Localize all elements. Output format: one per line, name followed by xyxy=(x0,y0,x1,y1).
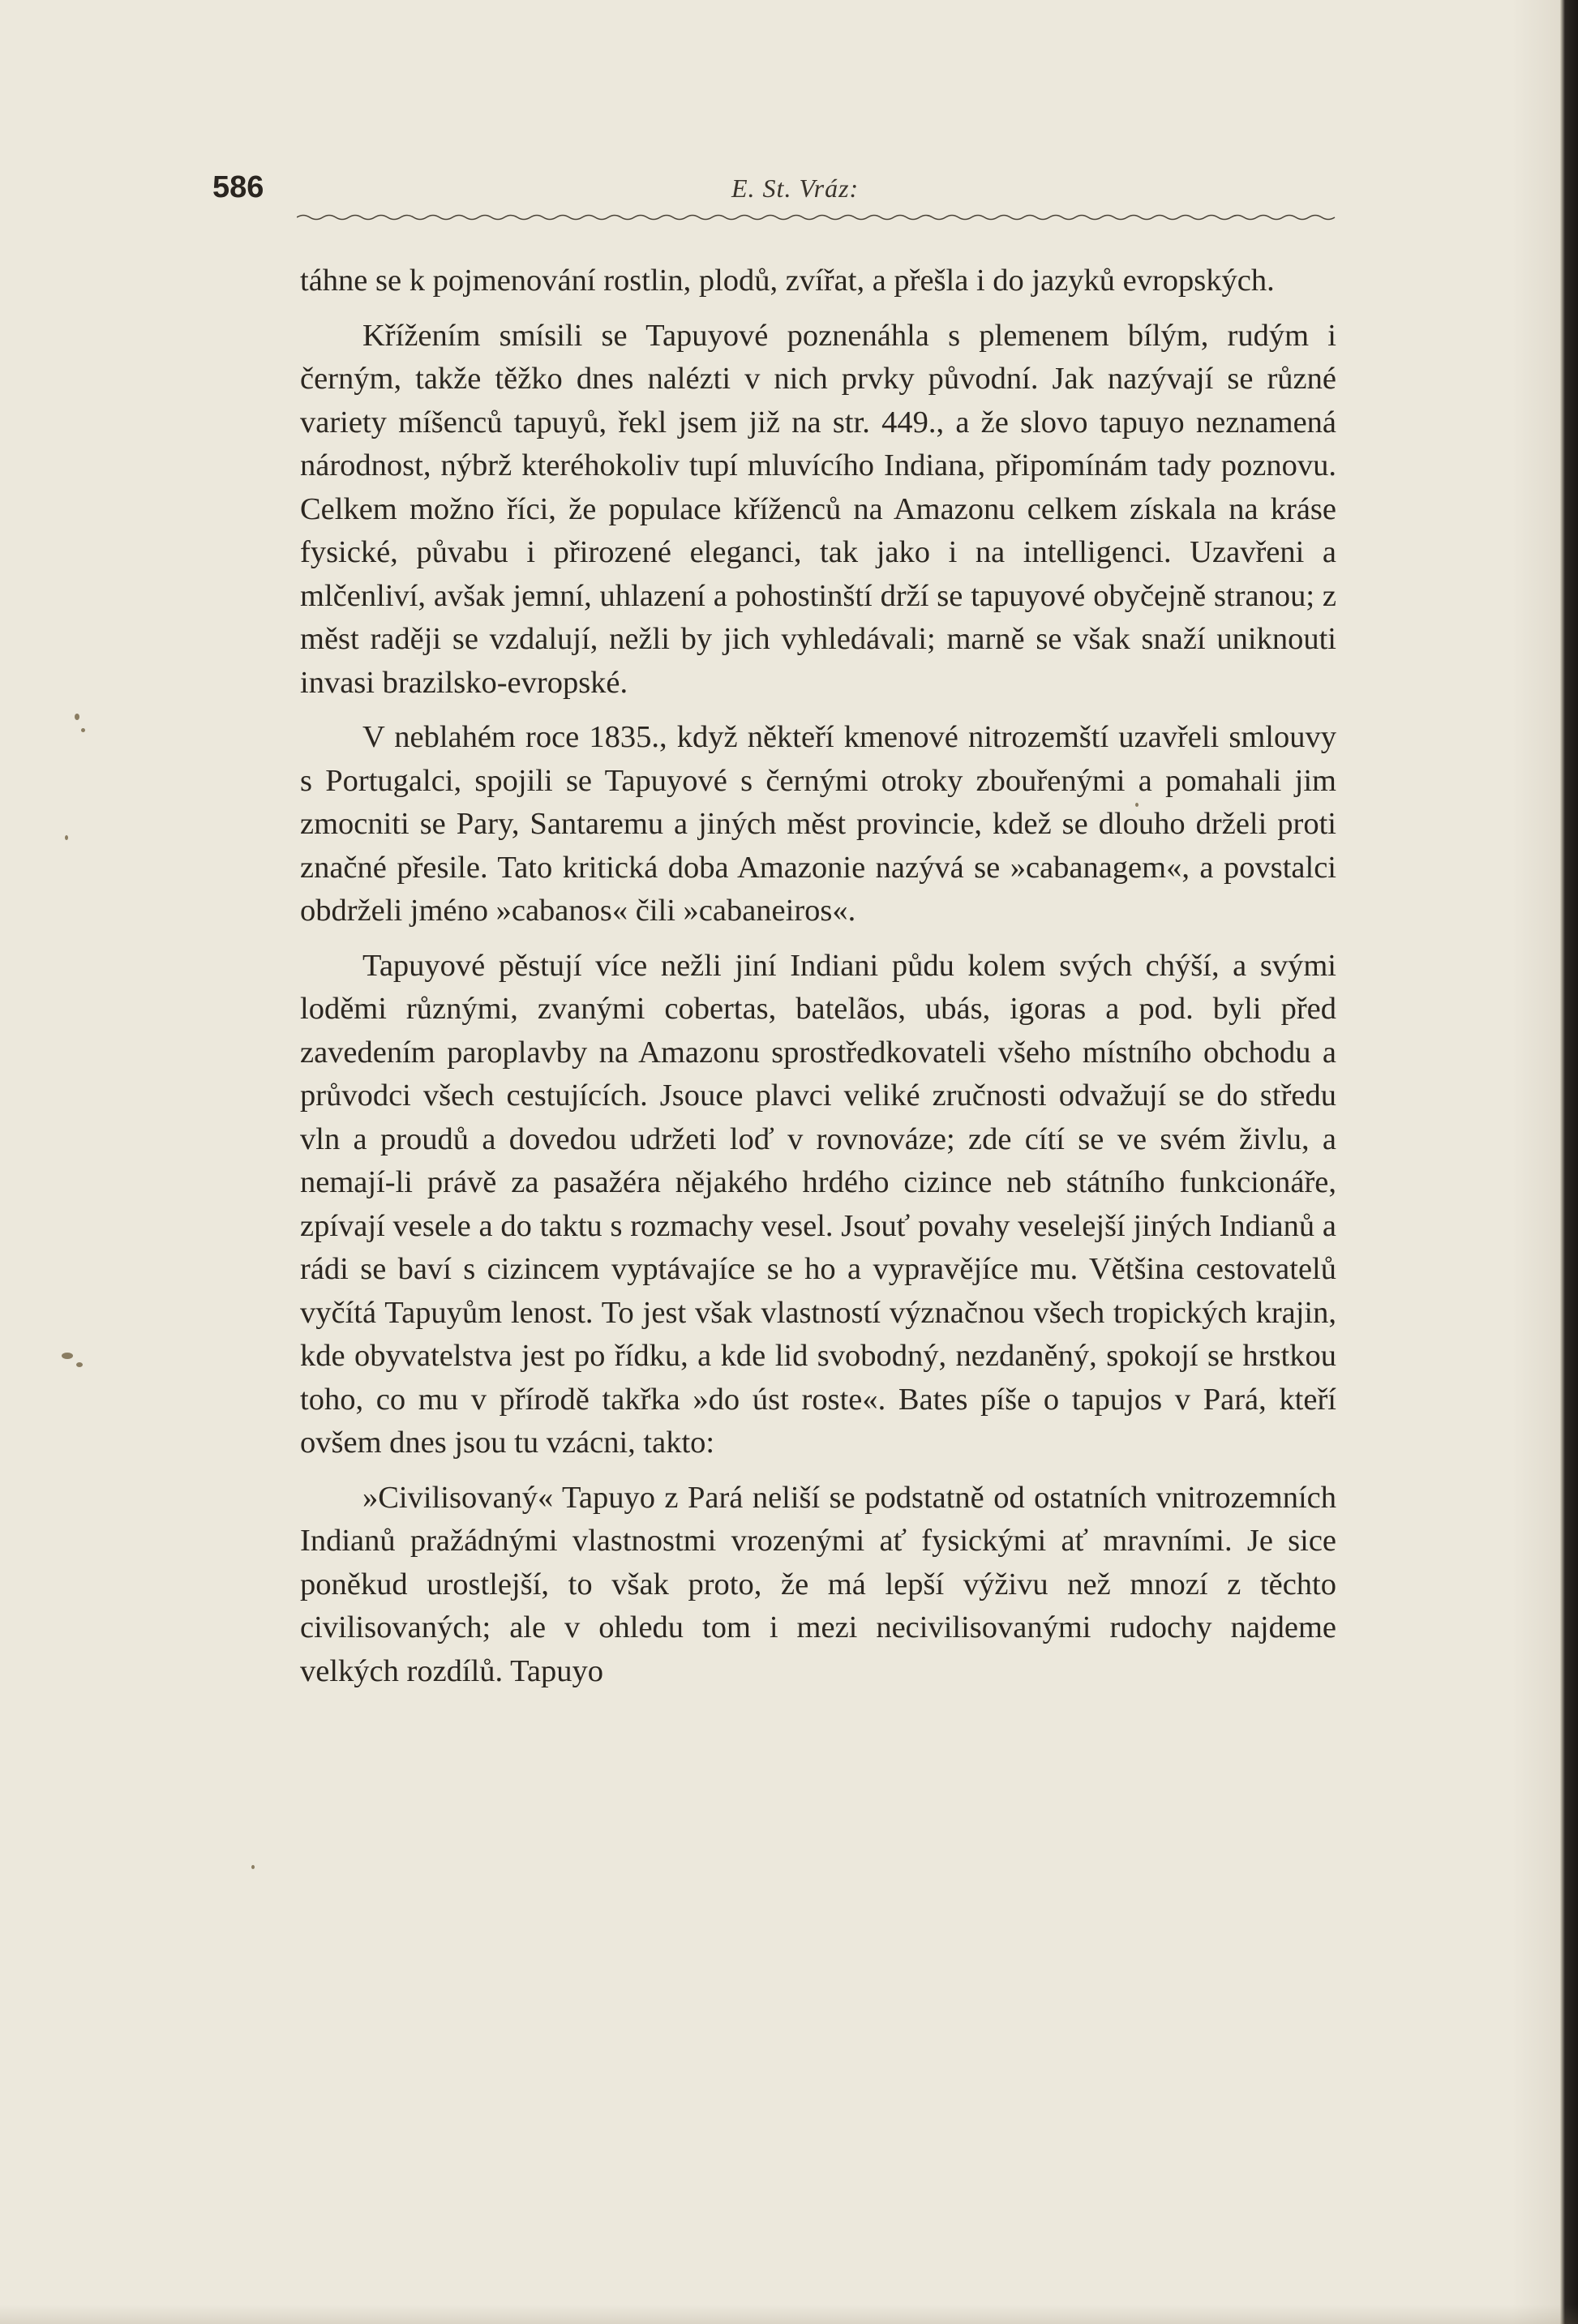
paragraph-4: Tapuyové pěstují více nežli jiní Indiani půdu kolem svých chýší, a svými loděmi různými, zvanými cobertas, batelãos, ubás, igoras a pod. byli před zavedením paroplavby na Amazonu sprostředkovateli všeho místního obchodu a průvodci všech cestujících. Jsouce plavci veliké zručnosti odvažují se do středu vln a proudů a dovedou udržeti loď v rovnováze; zde cítí se ve svém živlu, a nemají-li právě za pasažéra nějakého hrdého cizince neb státního funkcionáře, zpívají vesele a do taktu s rozmachy vesel. Jsouť povahy veselejší jiných Indianů a rádi se baví s cizincem vyptávajíce se ho a vypravějíce mu. Většina cestovatelů vyčítá Tapuyům lenost. To jest však vlastností význačnou všech tropických krajin, kde obyvatelstva jest po řídku, a kde lid svobodný, nezdaněný, spokojí se hrstkou toho, co mu v přírodě takřka »do úst roste«. Bates píše o tapujos v Pará, kteří ovšem dnes jsou tu vzácni, takto: xyxy=(300,948,1336,1460)
running-head: E. St. Vráz: xyxy=(731,174,860,203)
scan-speck xyxy=(1135,803,1138,807)
book-spine-edge xyxy=(1560,0,1578,2324)
paragraph-2: Křížením smísili se Tapuyové poznenáhla s plemenem bílým, rudým i černým, takže těžko dnes nalézti v nich prvky původní. Jak nazývají se různé variety míšenců tapuyů, řekl jsem již na str. 449., a že slovo tapuyo neznamená národnost, nýbrž kteréhokoliv tupí mluvícího Indiana, připomínám tady poznovu. Celkem možno říci, že populace kříženců na Amazonu celkem získala na kráse fysické, půvabu i přirozené eleganci, tak jako i na intelligenci. Uzavřeni a mlčenliví, avšak jemní, uhlazení a pohostinští drží se tapuyové obyčejně stranou; z měst raději se vzdalují, nežli by jich vyhledávali; marně se však snaží uniknouti invasi brazilsko-evropské. xyxy=(300,318,1336,700)
scan-speck xyxy=(62,1353,73,1359)
header-wavy-rule xyxy=(297,212,1340,222)
page-header xyxy=(212,170,1340,219)
scan-speck xyxy=(76,1362,83,1367)
gutter-shadow xyxy=(1512,0,1560,2324)
scan-speck xyxy=(75,714,79,720)
scan-speck xyxy=(81,728,85,732)
bottom-shade xyxy=(0,2305,1578,2324)
body-text xyxy=(300,259,1336,1704)
paragraph-5: »Civilisovaný« Tapuyo z Pará neliší se podstatně od ostatních vnitrozemních Indianů pražádnými vlastnostmi vrozenými ať fysickými ať mravními. Je sice poněkud urostlejší, to však proto, že má lepší výživu než mnozí z těchto civilisovaných; ale v ohledu tom i mezi necivilisovanými rudochy najdeme velkých rozdílů. Tapuyo xyxy=(300,1480,1336,1688)
scan-speck xyxy=(251,1865,255,1869)
paragraph-1: táhne se k pojmenování rostlin, plodů, zvířat, a přešla i do jazyků evropských. xyxy=(300,264,1275,298)
page-number: 586 xyxy=(212,170,264,204)
scan-speck xyxy=(65,835,68,840)
paragraph-3: V neblahém roce 1835., když někteří kmenové nitrozemští uzavřeli smlouvy s Portugalci, spojili se Tapuyové s černými otroky zbouřenými a pomahali jim zmocniti se Pary, Santaremu a jiných měst provincie, kdež se dlouho drželi proti značné přesile. Tato kritická doba Amazonie nazývá se »cabanagem«, a povstalci obdrželi jméno »cabanos« čili »cabaneiros«. xyxy=(300,720,1336,928)
